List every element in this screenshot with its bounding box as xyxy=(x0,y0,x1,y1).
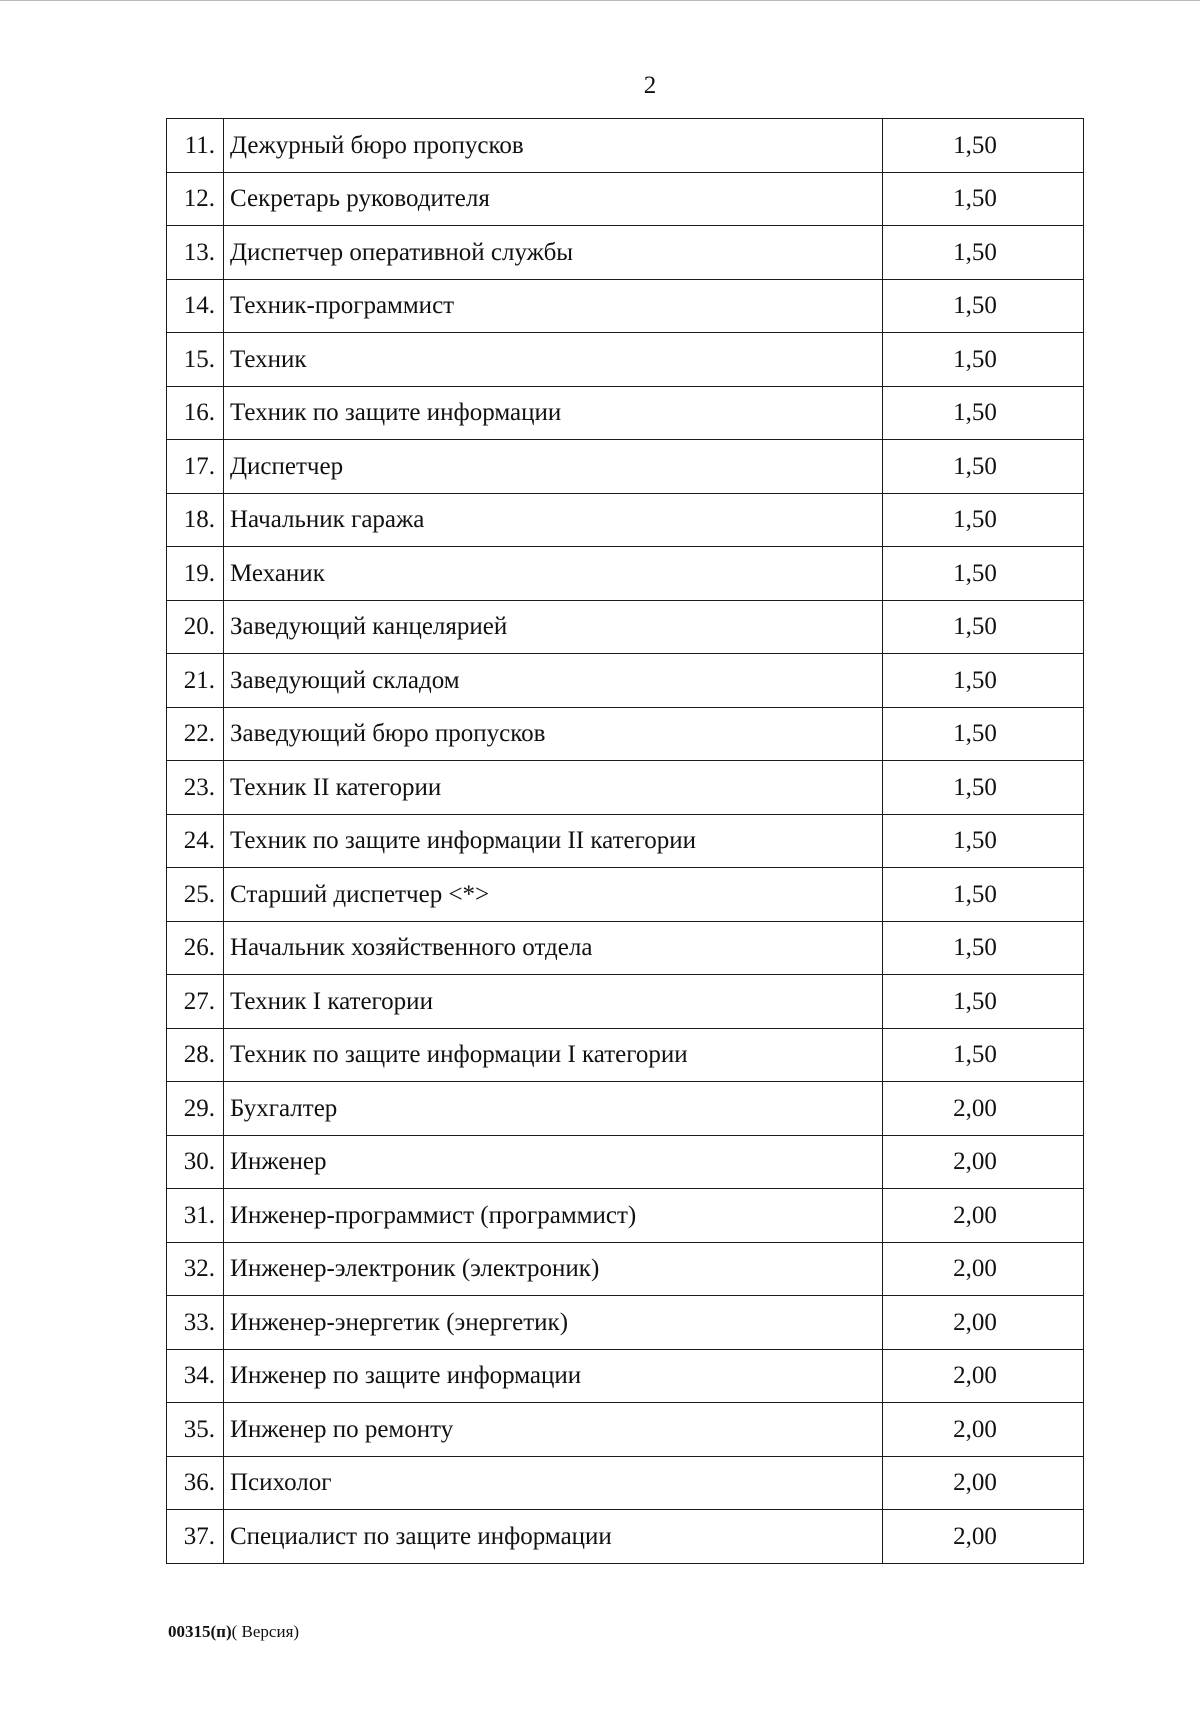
position-name: Техник по защите информации xyxy=(224,386,883,440)
coefficient-value: 1,50 xyxy=(883,761,1084,815)
coefficient-value: 1,50 xyxy=(883,493,1084,547)
row-number: 32. xyxy=(167,1242,224,1296)
position-name: Инженер-энергетик (энергетик) xyxy=(224,1296,883,1350)
position-name: Секретарь руководителя xyxy=(224,172,883,226)
table-row xyxy=(167,440,1084,494)
table-row xyxy=(167,1349,1084,1403)
table-row xyxy=(167,279,1084,333)
page-number: 2 xyxy=(643,72,657,99)
document-code-version: ( Версия) xyxy=(231,1622,300,1641)
position-name: Техник по защите информации II категории xyxy=(224,814,883,868)
position-name: Техник II категории xyxy=(224,761,883,815)
coefficient-value: 2,00 xyxy=(883,1189,1084,1243)
row-number: 25. xyxy=(167,868,224,922)
table-row xyxy=(167,814,1084,868)
document-code-number: 00315(п) xyxy=(168,1622,232,1641)
coefficient-value: 1,50 xyxy=(883,172,1084,226)
row-number: 19. xyxy=(167,547,224,601)
row-number: 16. xyxy=(167,386,224,440)
coefficient-value: 1,50 xyxy=(883,119,1084,173)
coefficient-value: 1,50 xyxy=(883,333,1084,387)
row-number: 24. xyxy=(167,814,224,868)
table-row xyxy=(167,1403,1084,1457)
position-name: Механик xyxy=(224,547,883,601)
position-name: Инженер по защите информации xyxy=(224,1349,883,1403)
position-name: Инженер по ремонту xyxy=(224,1403,883,1457)
row-number: 34. xyxy=(167,1349,224,1403)
row-number: 13. xyxy=(167,226,224,280)
row-number: 36. xyxy=(167,1456,224,1510)
positions-table-body xyxy=(167,119,1084,1564)
table-row xyxy=(167,1082,1084,1136)
table-row xyxy=(167,1189,1084,1243)
position-name: Инженер-электроник (электроник) xyxy=(224,1242,883,1296)
coefficient-value: 1,50 xyxy=(883,707,1084,761)
position-name: Инженер xyxy=(224,1135,883,1189)
position-name: Техник I категории xyxy=(224,975,883,1029)
table-row xyxy=(167,1028,1084,1082)
row-number: 17. xyxy=(167,440,224,494)
coefficient-value: 1,50 xyxy=(883,547,1084,601)
table-row xyxy=(167,1296,1084,1350)
table-row xyxy=(167,119,1084,173)
row-number: 15. xyxy=(167,333,224,387)
table-row xyxy=(167,868,1084,922)
coefficient-value: 1,50 xyxy=(883,386,1084,440)
position-name: Начальник хозяйственного отдела xyxy=(224,921,883,975)
position-name: Дежурный бюро пропусков xyxy=(224,119,883,173)
positions-table xyxy=(166,118,1084,1564)
table-row xyxy=(167,707,1084,761)
row-number: 22. xyxy=(167,707,224,761)
position-name: Заведующий бюро пропусков xyxy=(224,707,883,761)
coefficient-value: 2,00 xyxy=(883,1082,1084,1136)
row-number: 33. xyxy=(167,1296,224,1350)
table-row xyxy=(167,172,1084,226)
row-number: 21. xyxy=(167,654,224,708)
table-row xyxy=(167,1242,1084,1296)
position-name: Диспетчер оперативной службы xyxy=(224,226,883,280)
row-number: 35. xyxy=(167,1403,224,1457)
table-row xyxy=(167,921,1084,975)
position-name: Инженер-программист (программист) xyxy=(224,1189,883,1243)
coefficient-value: 1,50 xyxy=(883,814,1084,868)
table-row xyxy=(167,1456,1084,1510)
coefficient-value: 1,50 xyxy=(883,226,1084,280)
table-row xyxy=(167,386,1084,440)
position-name: Психолог xyxy=(224,1456,883,1510)
coefficient-value: 1,50 xyxy=(883,921,1084,975)
row-number: 27. xyxy=(167,975,224,1029)
position-name: Техник-программист xyxy=(224,279,883,333)
row-number: 18. xyxy=(167,493,224,547)
position-name: Специалист по защите информации xyxy=(224,1510,883,1564)
table-row xyxy=(167,1135,1084,1189)
position-name: Техник по защите информации I категории xyxy=(224,1028,883,1082)
coefficient-value: 2,00 xyxy=(883,1296,1084,1350)
coefficient-value: 2,00 xyxy=(883,1242,1084,1296)
row-number: 20. xyxy=(167,600,224,654)
row-number: 23. xyxy=(167,761,224,815)
row-number: 31. xyxy=(167,1189,224,1243)
coefficient-value: 1,50 xyxy=(883,440,1084,494)
coefficient-value: 1,50 xyxy=(883,868,1084,922)
position-name: Техник xyxy=(224,333,883,387)
position-name: Заведующий канцелярией xyxy=(224,600,883,654)
coefficient-value: 1,50 xyxy=(883,654,1084,708)
coefficient-value: 1,50 xyxy=(883,975,1084,1029)
position-name: Заведующий складом xyxy=(224,654,883,708)
table-row xyxy=(167,1510,1084,1564)
row-number: 29. xyxy=(167,1082,224,1136)
position-name: Начальник гаража xyxy=(224,493,883,547)
coefficient-value: 1,50 xyxy=(883,1028,1084,1082)
document-code xyxy=(168,1622,299,1642)
coefficient-value: 2,00 xyxy=(883,1510,1084,1564)
table-row xyxy=(167,226,1084,280)
position-name: Диспетчер xyxy=(224,440,883,494)
scan-top-edge xyxy=(0,0,1200,1)
table-row xyxy=(167,493,1084,547)
table-row xyxy=(167,761,1084,815)
coefficient-value: 2,00 xyxy=(883,1349,1084,1403)
coefficient-value: 1,50 xyxy=(883,600,1084,654)
row-number: 14. xyxy=(167,279,224,333)
table-row xyxy=(167,975,1084,1029)
position-name: Старший диспетчер <*> xyxy=(224,868,883,922)
table-row xyxy=(167,547,1084,601)
row-number: 28. xyxy=(167,1028,224,1082)
row-number: 26. xyxy=(167,921,224,975)
row-number: 12. xyxy=(167,172,224,226)
row-number: 30. xyxy=(167,1135,224,1189)
table-row xyxy=(167,333,1084,387)
coefficient-value: 2,00 xyxy=(883,1403,1084,1457)
table-row xyxy=(167,600,1084,654)
position-name: Бухгалтер xyxy=(224,1082,883,1136)
table-row xyxy=(167,654,1084,708)
row-number: 37. xyxy=(167,1510,224,1564)
coefficient-value: 2,00 xyxy=(883,1456,1084,1510)
coefficient-value: 2,00 xyxy=(883,1135,1084,1189)
row-number: 11. xyxy=(167,119,224,173)
coefficient-value: 1,50 xyxy=(883,279,1084,333)
